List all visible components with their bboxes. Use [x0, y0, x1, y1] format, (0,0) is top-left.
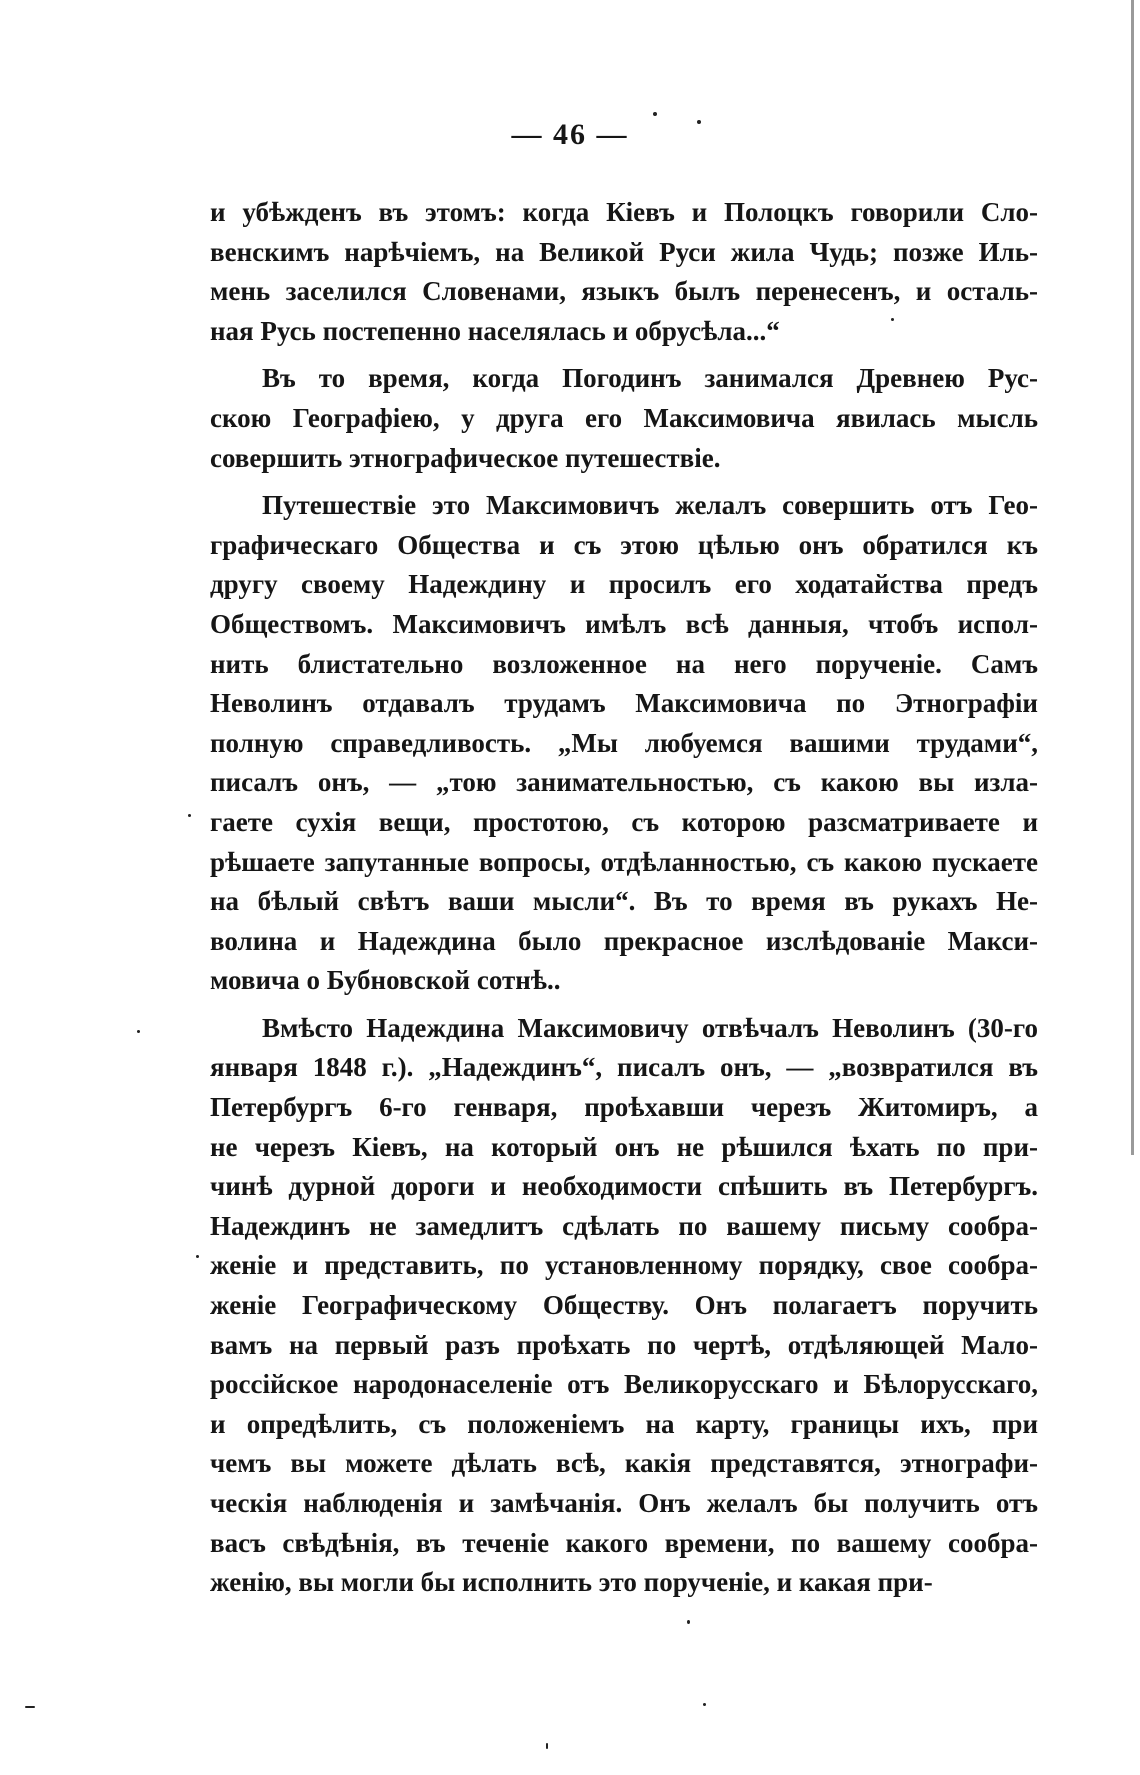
paragraph-gap: [210, 351, 1038, 359]
text-line: другу своему Надеждину и просилъ его ходатайства предъ: [210, 569, 1038, 600]
text-line: нить блистательно возложенное на него порученіе. Самъ: [210, 648, 1038, 679]
print-speck: [546, 1743, 548, 1749]
print-speck: [137, 1030, 140, 1033]
text-line: скою Географіею, у друга его Максимовича явилась мысль: [210, 402, 1038, 433]
text-line: ческія наблюденія и замѣчанія. Онъ желалъ бы получить отъ: [210, 1488, 1038, 1518]
text-line: совершить этнографическое путешествіе.: [210, 442, 721, 473]
text-line: Петербургъ 6-го генваря, проѣхавши черезъ Житомиръ, а: [210, 1092, 1038, 1123]
print-speck: [653, 112, 657, 116]
text-line: венскимъ нарѣчіемъ, на Великой Руси жила Чудь; позже Иль-: [210, 236, 1038, 267]
text-line: ная Русь постепенно населялась и обрусѣла...“: [210, 315, 780, 346]
text-line: мовича о Бубновской сотнѣ..: [210, 965, 561, 996]
print-speck: [25, 1706, 35, 1708]
paragraph-gap: [210, 1001, 1038, 1009]
page-edge-shadow: [1131, 0, 1134, 1155]
text-line: графическаго Общества и съ этою цѣлью онъ обратился къ: [210, 529, 1038, 560]
text-line: не черезъ Кіевъ, на который онъ не рѣшился ѣхать по при-: [210, 1131, 1038, 1162]
text-line: Въ то время, когда Погодинъ занимался Древнею Рус-: [262, 363, 1038, 394]
text-line: россійское народонаселеніе отъ Великорусскаго и Бѣлорусскаго,: [210, 1369, 1038, 1400]
page-number: — 46 —: [511, 118, 629, 151]
text-line: и убѣжденъ въ этомъ: когда Кіевъ и Полоцкъ говорили Сло-: [210, 197, 1038, 227]
print-speck: [697, 120, 701, 124]
print-speck: [703, 1703, 706, 1706]
text-line: волина и Надеждина было прекрасное изслѣдованіе Макси-: [210, 925, 1038, 956]
text-line: Вмѣсто Надеждина Максимовичу отвѣчалъ Неволинъ (30-го: [262, 1012, 1038, 1043]
text-line: вамъ на первый разъ проѣхать по чертѣ, отдѣляющей Мало-: [210, 1329, 1038, 1360]
text-line: Обществомъ. Максимовичъ имѣлъ всѣ данныя, чтобъ испол-: [210, 608, 1038, 639]
text-line: Надеждинъ не замедлитъ сдѣлать по вашему письму сообра-: [210, 1210, 1038, 1241]
text-line: Неволинъ отдавалъ трудамъ Максимовича по Этнографіи: [210, 688, 1038, 719]
text-line: женіе и представить, по установленному порядку, свое сообра-: [210, 1250, 1038, 1281]
text-line: васъ свѣдѣнія, въ теченіе какого времени, по вашему сообра-: [210, 1527, 1038, 1558]
print-speck: [188, 814, 191, 817]
text-line: января 1848 г.). „Надеждинъ“, писалъ онъ, — „возвратился въ: [210, 1052, 1038, 1083]
paragraph-gap: [210, 478, 1038, 486]
text-line: рѣшаете запутанные вопросы, отдѣланностью, съ какою пускаете: [210, 846, 1038, 877]
text-line: женіе Географическому Обществу. Онъ полагаетъ поручить: [210, 1290, 1038, 1321]
body-text: [210, 193, 1038, 1603]
text-line: полную справедливость. „Мы любуемся вашими трудами“,: [210, 727, 1038, 758]
text-line: гаете сухія вещи, простотою, съ которою разсматриваете и: [210, 806, 1038, 837]
text-line: чемъ вы можете дѣлать всѣ, какія представятся, этнографи-: [210, 1448, 1038, 1479]
text-line: Путешествіе это Максимовичъ желалъ совершить отъ Гео-: [262, 490, 1038, 521]
text-line: чинѣ дурной дороги и необходимости спѣшить въ Петербургъ.: [210, 1171, 1038, 1202]
text-line: женію, вы могли бы исполнить это порученіе, и какая при-: [210, 1567, 933, 1598]
print-speck: [891, 318, 894, 321]
print-speck: [196, 1255, 199, 1258]
print-speck: [687, 1620, 690, 1624]
text-line: писалъ онъ, — „тою занимательностью, съ какою вы изла-: [210, 767, 1038, 798]
text-line: на бѣлый свѣтъ ваши мысли“. Въ то время въ рукахъ Не-: [210, 886, 1038, 917]
text-line: мень заселился Словенами, языкъ былъ перенесенъ, и осталь-: [210, 276, 1038, 307]
text-line: и опредѣлить, съ положеніемъ на карту, границы ихъ, при: [210, 1408, 1038, 1439]
